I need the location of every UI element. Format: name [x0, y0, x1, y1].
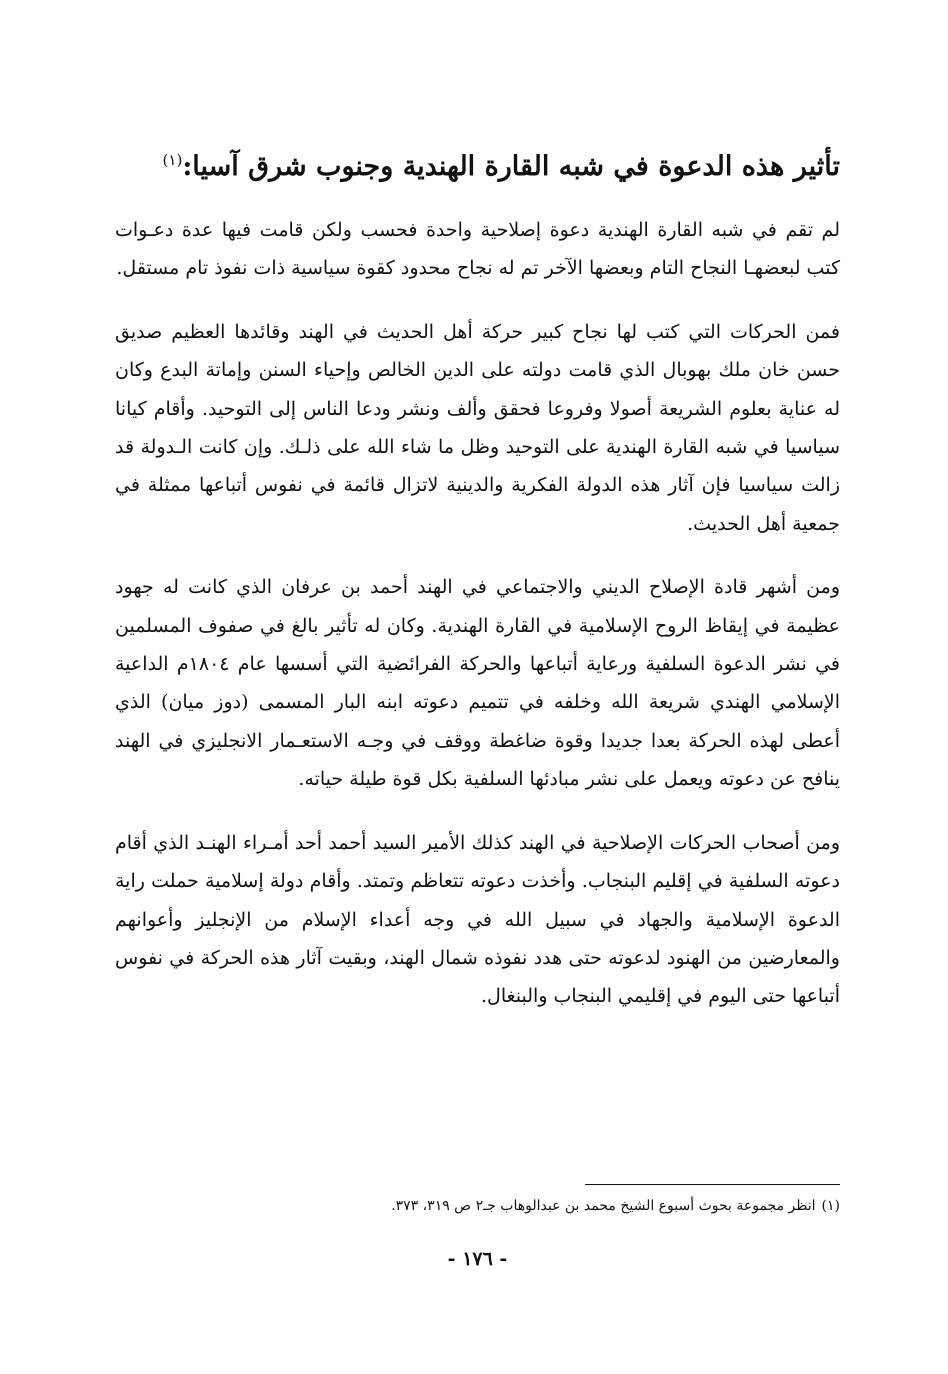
section-heading: [115, 140, 840, 187]
paragraph-4: ومن أصحاب الحركات الإصلاحية في الهند كذلك الأمير السيد أحمد أحد أمـراء الهنـد الذي أقام دعوته السلفية في إقليم البنجاب. وأخذت دعوته تتعاظم وتمتد. وأقام دولة إسلامية حملت راية الدعوة الإسلامية والجهاد في سبيل الله في وجه أعداء الإسلام من الإنجليز وأعوانهم والمعارضين من الهنود لدعوته حتى هدد نفوذه شمال الهند، وبقيت آثار هذه الحركة في نفوس أتباعها حتى اليوم في إقليمي البنجاب والبنغال.: [115, 831, 840, 1008]
footnote-mark: (١): [821, 1198, 840, 1214]
paragraph-1: لم تقم في شبه القارة الهندية دعوة إصلاحية واحدة فحسب ولكن قامت فيها عدة دعـوات كتب لبعضهـا النجاح التام وبعضها الآخر تم له نجاح محدود كقوة سياسية ذات نفوذ تام مستقل.: [115, 219, 840, 280]
page-number: - ١٧٦ -: [447, 1248, 508, 1270]
footnote: [115, 1194, 840, 1218]
footnote-divider: [585, 1184, 840, 1185]
heading-footnote-ref: (١): [162, 151, 183, 169]
paragraph-2: فمن الحركات التي كتب لها نجاح كبير حركة أهل الحديث في الهند وقائدها العظيم صديق حسن خان ملك بهوبال الذي قامت دولته على الدين الخالص وإحياء السنن وإماتة البدع وكان له عناية بعلوم الشريعة أصولا وفروعا فحقق وألف ونشر ودعا الناس إلى التوحيد. وأقام كيانا سياسيا في شبه القارة الهندية على التوحيد وظل ما شاء الله على ذلـك. وإن كانت الـدولة قد زالت سياسيا فإن آثار هذه الدولة الفكرية والدينية لاتزال قائمة في نفوس أتباعها ممثلة في جمعية أهل الحديث.: [115, 320, 840, 535]
footnote-text: انظر مجموعة بحوث أسبوع الشيخ محمد بن عبدالوهاب جـ٢ ص ٣١٩، ٣٧٣.: [391, 1198, 816, 1214]
heading-title: تأثير هذه الدعوة في شبه القارة الهندية وجنوب شرق آسيا:: [182, 151, 840, 182]
document-page: [115, 140, 840, 1300]
body-text: [115, 211, 840, 1016]
paragraph-3: ومن أشهر قادة الإصلاح الديني والاجتماعي في الهند أحمد بن عرفان الذي كانت له جهود عظيمة في إيقاظ الروح الإسلامية في القارة الهندية. وكان له تأثير بالغ في صفوف المسلمين في نشر الدعوة السلفية ورعاية أتباعها والحركة الفرائضية التي أسسها عام ١٨٠٤م الداعية الإسلامي الهندي شريعة الله وخلفه في تتميم دعوته ابنه البار المسمى (دوز ميان) الذي أعطى لهذه الحركة بعدا جديدا وقوة ضاغطة ووقف في وجـه الاستعـمار الانجليزي في الهند ينافح عن دعوته ويعمل على نشر مبادئها السلفية بكل قوة طيلة حياته.: [115, 576, 840, 791]
